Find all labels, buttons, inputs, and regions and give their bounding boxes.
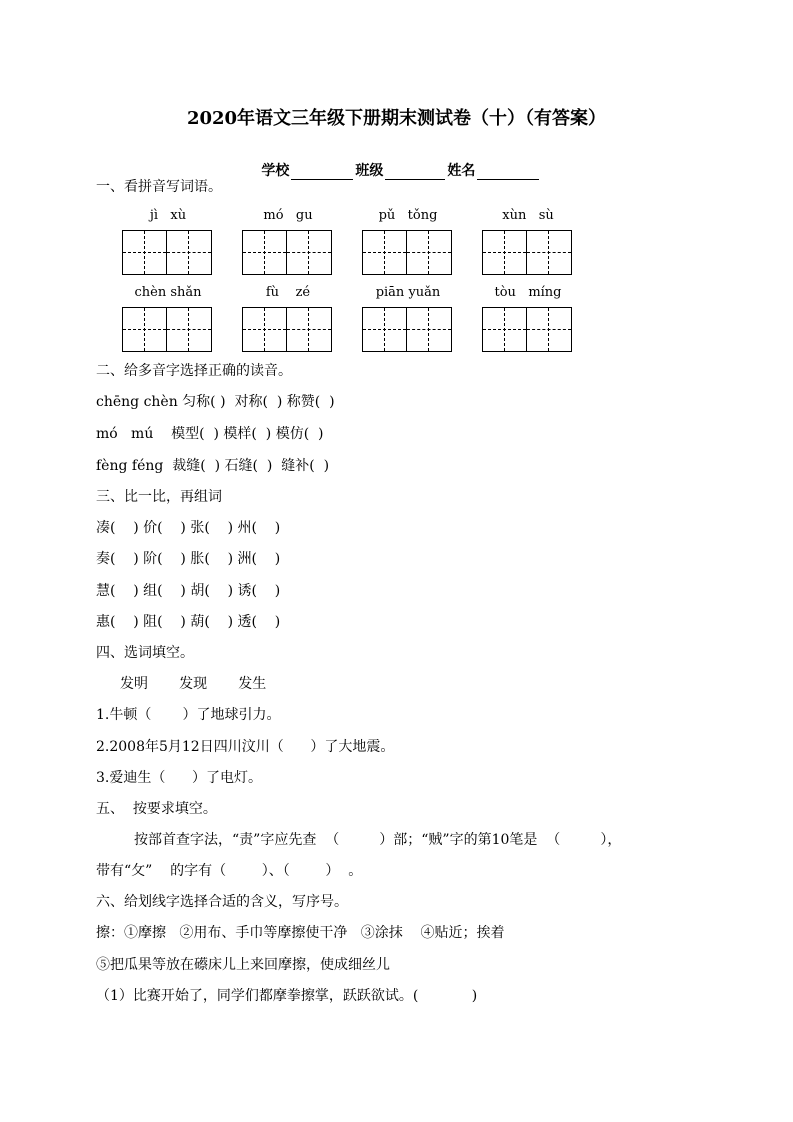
polyphone-line: fèng féng 裁缝( ) 石缝( ) 缝补( ): [96, 458, 330, 474]
fill-line: 2.2008年5月12日四川汶川（ ）了大地震。: [96, 739, 395, 755]
section4-heading: 四、选词填空。: [96, 645, 194, 661]
polyphone-line: chēng chèn 匀称( ) 对称( ) 称赞( ): [96, 394, 335, 410]
section6-heading: 六、给划线字选择合适的含义，写序号。: [96, 894, 348, 910]
writing-grid[interactable]: [122, 230, 212, 275]
fill-line: 3.爱迪生（ ）了电灯。: [96, 770, 263, 786]
question-line: （1）比赛开始了，同学们都摩拳擦掌，跃跃欲试。( ): [96, 988, 478, 1004]
student-info: [0, 144, 793, 180]
name-label: 姓名: [447, 163, 476, 179]
meanings-line-1: 擦：①摩擦 ②用布、手巾等摩擦使干净 ③涂抹 ④贴近；挨着: [96, 925, 505, 941]
school-blank[interactable]: [291, 165, 353, 180]
class-blank[interactable]: [385, 165, 445, 180]
compare-line: 惠( ) 阻( ) 葫( ) 透( ): [96, 614, 281, 630]
meanings-line-2: ⑤把瓜果等放在礤床儿上来回摩擦，使成细丝儿: [96, 957, 390, 973]
pinyin-7: piān yuǎn: [375, 285, 441, 300]
writing-grid[interactable]: [362, 230, 452, 275]
polyphone-line: mó mú 模型( ) 模样( ) 模仿( ): [96, 426, 324, 442]
class-label: 班级: [355, 163, 384, 179]
section5-heading: 五、 按要求填空。: [96, 801, 217, 817]
section1-heading: 一、看拼音写词语。: [96, 179, 222, 195]
pinyin-3: pǔ tǒng: [378, 208, 438, 223]
school-label: 学校: [261, 163, 290, 179]
compare-line: 奏( ) 阶( ) 胀( ) 洲( ): [96, 551, 281, 567]
compare-line: 慧( ) 组( ) 胡( ) 诱( ): [96, 583, 281, 599]
pinyin-6: fù zé: [265, 285, 311, 300]
pinyin-1: jì xù: [149, 208, 187, 223]
fill-line: 1.牛顿（ ）了地球引力。: [96, 707, 281, 723]
word-choices: 发明 发现 发生: [120, 676, 267, 692]
writing-grid[interactable]: [482, 307, 572, 352]
section2-heading: 二、给多音字选择正确的读音。: [96, 363, 292, 379]
writing-grid[interactable]: [242, 307, 332, 352]
writing-grid[interactable]: [482, 230, 572, 275]
writing-grid[interactable]: [122, 307, 212, 352]
writing-grid[interactable]: [242, 230, 332, 275]
radical-line-2: 带有“攵” 的字有（ ）、（ ） 。: [96, 863, 363, 879]
section3-heading: 三、比一比，再组词: [96, 489, 222, 505]
pinyin-4: xùn sù: [502, 208, 554, 223]
pinyin-5: chèn shǎn: [134, 285, 202, 300]
pinyin-2: mó gu: [263, 208, 313, 223]
writing-grid[interactable]: [362, 307, 452, 352]
compare-line: 凑( ) 价( ) 张( ) 州( ): [96, 520, 281, 536]
page-title: 2020年语文三年级下册期末测试卷（十）（有答案）: [186, 108, 607, 129]
name-blank[interactable]: [477, 165, 539, 180]
radical-line-1: 按部首查字法，“责”字应先查 （ ）部；“贼”字的第10笔是 （ ），: [134, 832, 622, 848]
pinyin-8: tòu míng: [494, 285, 562, 300]
